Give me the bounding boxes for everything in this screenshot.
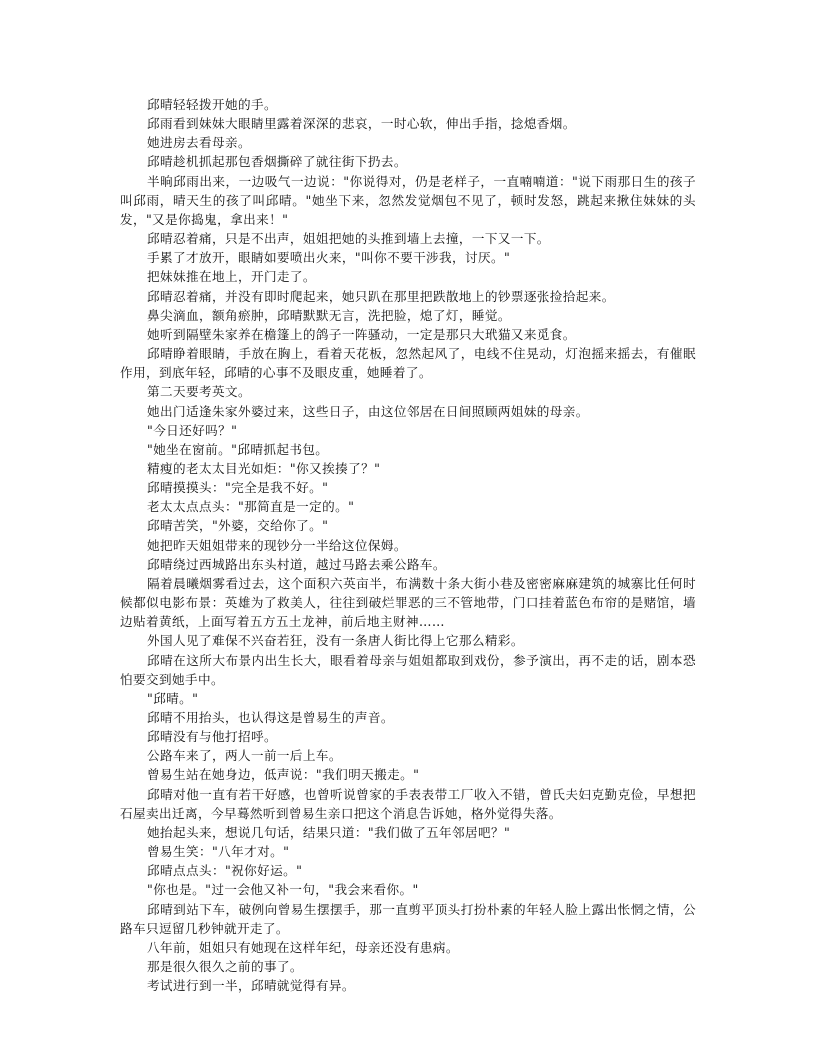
- paragraph: 邱晴没有与他打招呼。: [147, 729, 277, 745]
- paragraph: 邱雨看到妹妹大眼睛里露着深深的悲哀，一时心软，伸出手指，捻熄香烟。: [147, 116, 576, 132]
- paragraph: "邱晴。": [147, 690, 199, 706]
- paragraph: 精瘦的老太太目光如炬："你又挨揍了？": [147, 460, 381, 476]
- paragraph: 邱晴睁着眼睛，手放在胸上，看着天花板，忽然起风了，电线不住晃动，灯泡摇来摇去，有催眠作用，到底年轻，邱晴的心事不及眼皮重，她睡着了。: [120, 346, 696, 381]
- paragraph: 八年前，姐姐只有她现在这样年纪，母亲还没有患病。: [147, 939, 459, 955]
- paragraph: 外国人见了难保不兴奋若狂，没有一条唐人街比得上它那么精彩。: [147, 633, 524, 649]
- paragraph: 半晌邱雨出来，一边吸气一边说："你说得对，仍是老样子，一直喃喃道："说下雨那日生的孩子叫邱雨，晴天生的孩了叫邱晴。"她坐下来，忽然发觉烟包不见了，顿时发怒，跳起来揪住妹妹的头发，"又是你捣鬼，拿出来！": [120, 173, 696, 227]
- paragraph: 曾易生笑："八年才对。": [147, 844, 290, 860]
- paragraph: 邱晴轻轻拨开她的手。: [147, 97, 277, 112]
- paragraph: 邱晴摸摸头："完全是我不好。": [147, 480, 329, 496]
- paragraph: 邱晴绕过西城路出东头村道，越过马路去乘公路车。: [147, 556, 446, 572]
- paragraph: 考试进行到一半，邱晴就觉得有异。: [147, 978, 355, 994]
- paragraph: 她进房去看母亲。: [147, 135, 251, 151]
- paragraph: 邱晴对他一直有若干好感，也曾听说曾家的手表表带工厂收入不错，曾氏夫妇克勤克俭，早想把石屋卖出迁离，今早蓦然听到曾易生亲口把这个消息告诉她，格外觉得失落。: [120, 786, 696, 821]
- paragraph: 邱晴忍着痛，只是不出声，姐姐把她的头推到墙上去撞，一下又一下。: [147, 231, 550, 247]
- paragraph: 老太太点点头："那简直是一定的。": [147, 499, 355, 515]
- paragraph: 邱晴点点头："祝你好运。": [147, 863, 303, 879]
- paragraph: 把妹妹推在地上，开门走了。: [147, 269, 316, 285]
- paragraph: 邱晴苦笑，"外婆，交给你了。": [147, 518, 329, 534]
- document-body: [120, 95, 696, 995]
- paragraph: 那是很久很久之前的事了。: [147, 959, 303, 975]
- paragraph: 第二天要考英文。: [147, 384, 251, 400]
- paragraph: 她听到隔壁朱家养在檐篷上的鸽子一阵骚动，一定是那只大玳猫又来觅食。: [147, 326, 576, 342]
- paragraph: 鼻尖滴血，额角瘀肿，邱晴默默无言，洗把脸，熄了灯，睡觉。: [147, 307, 511, 323]
- paragraph: 邱晴在这所大布景内出生长大，眼看着母亲与姐姐都取到戏份，参予演出，再不走的话，剧本恐怕要交到她手中。: [120, 652, 696, 687]
- paragraph: "今日还好吗？": [147, 422, 238, 438]
- paragraph: 邱晴趁机抓起那包香烟撕碎了就往街下扔去。: [147, 154, 407, 170]
- paragraph: 邱晴到站下车，破例向曾易生摆摆手，那一直剪平顶头打扮朴素的年轻人脸上露出怅惘之情，公路车只逗留几秒钟就开走了。: [120, 901, 696, 936]
- paragraph: 邱晴不用抬头，也认得这是曾易生的声音。: [147, 710, 394, 725]
- paragraph: 她抬起头来，想说几句话，结果只道："我们做了五年邻居吧？": [147, 824, 511, 840]
- paragraph: 手累了才放开，眼睛如要喷出火来，"叫你不要干涉我，讨厌。": [147, 250, 511, 266]
- paragraph: 隔着晨曦烟雾看过去，这个面积六英亩半，布满数十条大街小巷及密密麻麻建筑的城寨比任何时候都似电影布景：英雄为了救美人，往往到破烂罪恶的三不管地带，门口挂着蓝色布帘的是赌馆，墙边贴着黄纸，上面写着五方五土龙神，前后地主财神……: [120, 575, 696, 630]
- paragraph: 曾易生站在她身边，低声说："我们明天搬走。": [147, 767, 420, 783]
- paragraph: "她坐在窗前。"邱晴抓起书包。: [147, 441, 329, 457]
- paragraph: 邱晴忍着痛，并没有即时爬起来，她只趴在那里把跌散地上的钞票逐张捡拾起来。: [147, 288, 615, 304]
- paragraph: 她出门适逢朱家外婆过来，这些日子，由这位邻居在日间照顾两姐妹的母亲。: [147, 403, 589, 419]
- paragraph: 公路车来了，两人一前一后上车。: [147, 748, 342, 764]
- paragraph: "你也是。"过一会他又补一句，"我会来看你。": [147, 882, 419, 898]
- paragraph: 她把昨天姐姐带来的现钞分一半给这位保姆。: [147, 537, 407, 553]
